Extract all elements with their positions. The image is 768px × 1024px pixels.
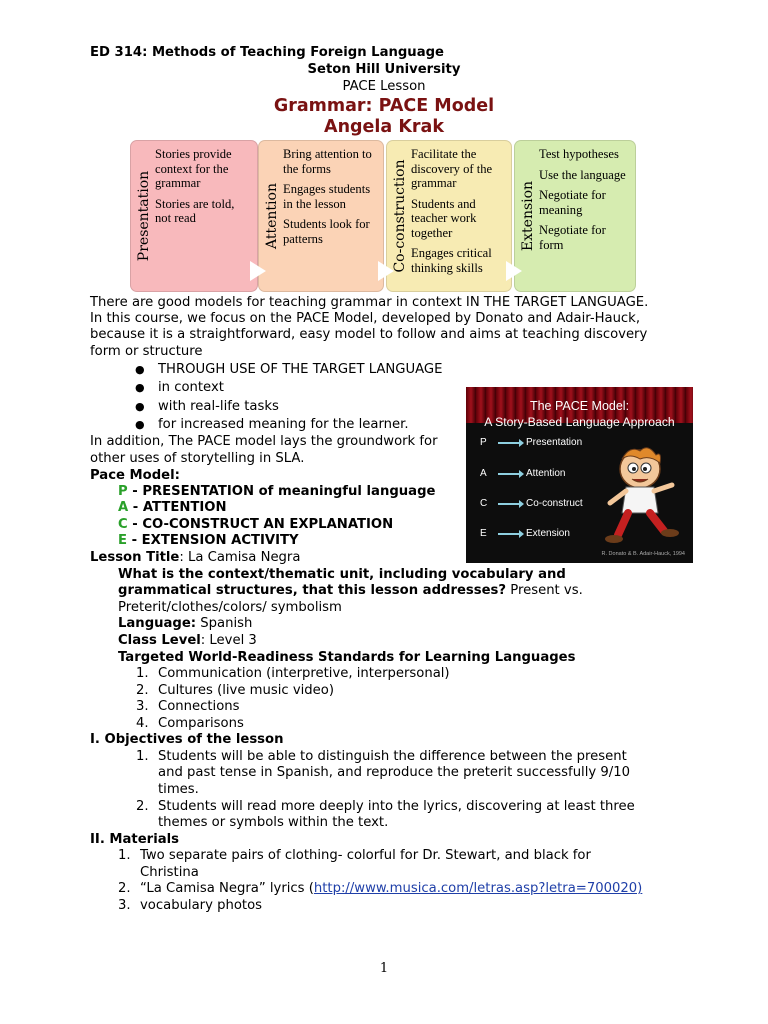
page-number: 1 (379, 961, 389, 976)
step-bullet: Negotiate for form (539, 223, 606, 252)
intro-line: because it is a straightforward, easy model to follow and aims at teaching discovery (90, 327, 648, 342)
image-title: The PACE Model: (529, 399, 630, 413)
pace-letter: A (480, 468, 487, 479)
standard-number: 4. (136, 716, 149, 731)
context-question: What is the context/thematic unit, including vocabulary and (118, 567, 566, 582)
objective-number: 2. (136, 799, 149, 814)
objective-line: Students will be able to distinguish the difference between the present (158, 749, 627, 764)
pace-label: Extension (526, 528, 570, 539)
standard-item: Comparisons (158, 716, 244, 731)
material-number: 2. (118, 881, 131, 896)
material-number: 3. (118, 898, 131, 913)
objectives-heading: I. Objectives of the lesson (90, 732, 284, 747)
bullet-icon: ● (135, 381, 145, 394)
standard-item: Communication (interpretive, interpersonal) (158, 666, 450, 681)
standard-number: 1. (136, 666, 149, 681)
intro-bullet: THROUGH USE OF THE TARGET LANGUAGE (158, 362, 443, 377)
objective-line: times. (158, 782, 199, 797)
pace-item (118, 484, 435, 501)
intro-line: form or structure (90, 344, 203, 359)
materials-heading: II. Materials (90, 832, 179, 847)
pace-letter: P (480, 437, 487, 448)
step-bullet: Negotiate for meaning (539, 188, 606, 217)
step-presentation (130, 140, 258, 292)
running-cartoon-icon (600, 443, 682, 547)
step-bullet: Engages students in the lesson (283, 182, 371, 211)
arrow-right-icon (250, 261, 266, 281)
lesson-type: PACE Lesson (342, 79, 426, 94)
pace-label: Presentation (526, 437, 583, 448)
objective-line: themes or symbols within the text. (158, 815, 389, 830)
intro-bullet: for increased meaning for the learner. (158, 417, 409, 432)
arrow-icon (498, 533, 520, 535)
standard-item: Connections (158, 699, 240, 714)
pace-letter: E (480, 528, 487, 539)
addition-line: other uses of storytelling in SLA. (90, 451, 305, 466)
material-line: Two separate pairs of clothing- colorful for Dr. Stewart, and black for (140, 848, 591, 863)
bullet-icon: ● (135, 418, 145, 431)
step-bullet: Stories provide context for the grammar (155, 147, 232, 190)
author-name: Angela Krak (324, 117, 444, 137)
context-answer: Preterit/clothes/colors/ symbolism (118, 600, 342, 615)
step-extension (514, 140, 636, 292)
pace-label: Attention (526, 468, 566, 479)
standard-number: 2. (136, 683, 149, 698)
step-bullet: Test hypotheses (539, 147, 619, 161)
course-title: ED 314: Methods of Teaching Foreign Language (90, 45, 444, 60)
step-bullet: Students and teacher work together (411, 196, 477, 240)
material-lyrics: “La Camisa Negra” lyrics (http://www.musica.com/letras.asp?letra=700020) (140, 881, 643, 896)
step-bullet: Engages critical thinking skills (411, 246, 492, 275)
intro-line: In this course, we focus on the PACE Model, developed by Donato and Adair-Hauck, (90, 311, 641, 326)
pace-letter: E (118, 533, 128, 548)
standards-heading: Targeted World-Readiness Standards for Learning Languages (118, 650, 576, 665)
pace-model-image (466, 387, 693, 563)
step-bullet: Facilitate the discovery of the grammar (411, 147, 493, 190)
step-label: Extension (520, 180, 536, 252)
image-credit: R. Donato & B. Adair-Hauck, 1994 (601, 551, 685, 557)
standard-item: Cultures (live music video) (158, 683, 334, 698)
objective-line: Students will read more deeply into the lyrics, discovering at least three (158, 799, 635, 814)
objective-line: and past tense in Spanish, and reproduce the preterit successfully 9/10 (158, 765, 630, 780)
language-field: Language: Spanish (118, 616, 253, 631)
context-question: grammatical structures, that this lesson addresses? Present vs. (118, 583, 583, 598)
material-line: Christina (140, 865, 199, 880)
class-level-field: Class Level: Level 3 (118, 633, 257, 648)
bullet-icon: ● (135, 400, 145, 413)
objective-number: 1. (136, 749, 149, 764)
pace-item (118, 500, 227, 517)
arrow-icon (498, 442, 520, 444)
document-title: Grammar: PACE Model (273, 96, 495, 116)
step-label: Co-construction (392, 159, 408, 273)
pace-letter: P (118, 484, 128, 499)
intro-line: There are good models for teaching grammar in context IN THE TARGET LANGUAGE. (90, 295, 649, 310)
pace-text: - CO-CONSTRUCT AN EXPLANATION (127, 517, 394, 532)
step-bullet: Stories are told, not read (155, 196, 235, 225)
step-bullet: Use the language (539, 167, 626, 182)
pace-item (118, 533, 299, 550)
pace-label: Co-construct (526, 498, 583, 509)
bullet-icon: ● (135, 363, 145, 376)
arrow-icon (498, 503, 520, 505)
arrow-right-icon (506, 261, 522, 281)
addition-line: In addition, The PACE model lays the groundwork for (90, 434, 438, 449)
pace-text: - ATTENTION (128, 500, 227, 515)
pace-letter: C (118, 517, 128, 532)
lesson-title: Lesson Title: La Camisa Negra (90, 550, 301, 565)
step-bullet: Students look for patterns (283, 217, 370, 246)
intro-bullet: in context (158, 380, 224, 395)
arrow-right-icon (378, 261, 394, 281)
step-coconstruction (386, 140, 512, 292)
step-bullet: Bring attention to the forms (283, 147, 372, 176)
step-label: Presentation (136, 170, 152, 262)
step-label: Attention (264, 183, 280, 249)
university-name: Seton Hill University (307, 62, 461, 77)
pace-letter: A (118, 500, 129, 515)
material-number: 1. (118, 848, 131, 863)
pace-text: - PRESENTATION of meaningful language (127, 484, 436, 499)
pace-text: - EXTENSION ACTIVITY (127, 533, 299, 548)
image-subtitle: A Story-Based Language Approach (484, 415, 675, 429)
pace-letter: C (480, 498, 488, 509)
material-line: vocabulary photos (140, 898, 263, 913)
pace-item (118, 517, 393, 534)
step-attention (258, 140, 384, 292)
lyrics-link[interactable]: http://www.musica.com/letras.asp?letra=700020) (313, 881, 643, 896)
standard-number: 3. (136, 699, 149, 714)
intro-bullet: with real-life tasks (158, 399, 279, 414)
arrow-icon (498, 473, 520, 475)
pace-model-heading: Pace Model: (90, 468, 180, 483)
